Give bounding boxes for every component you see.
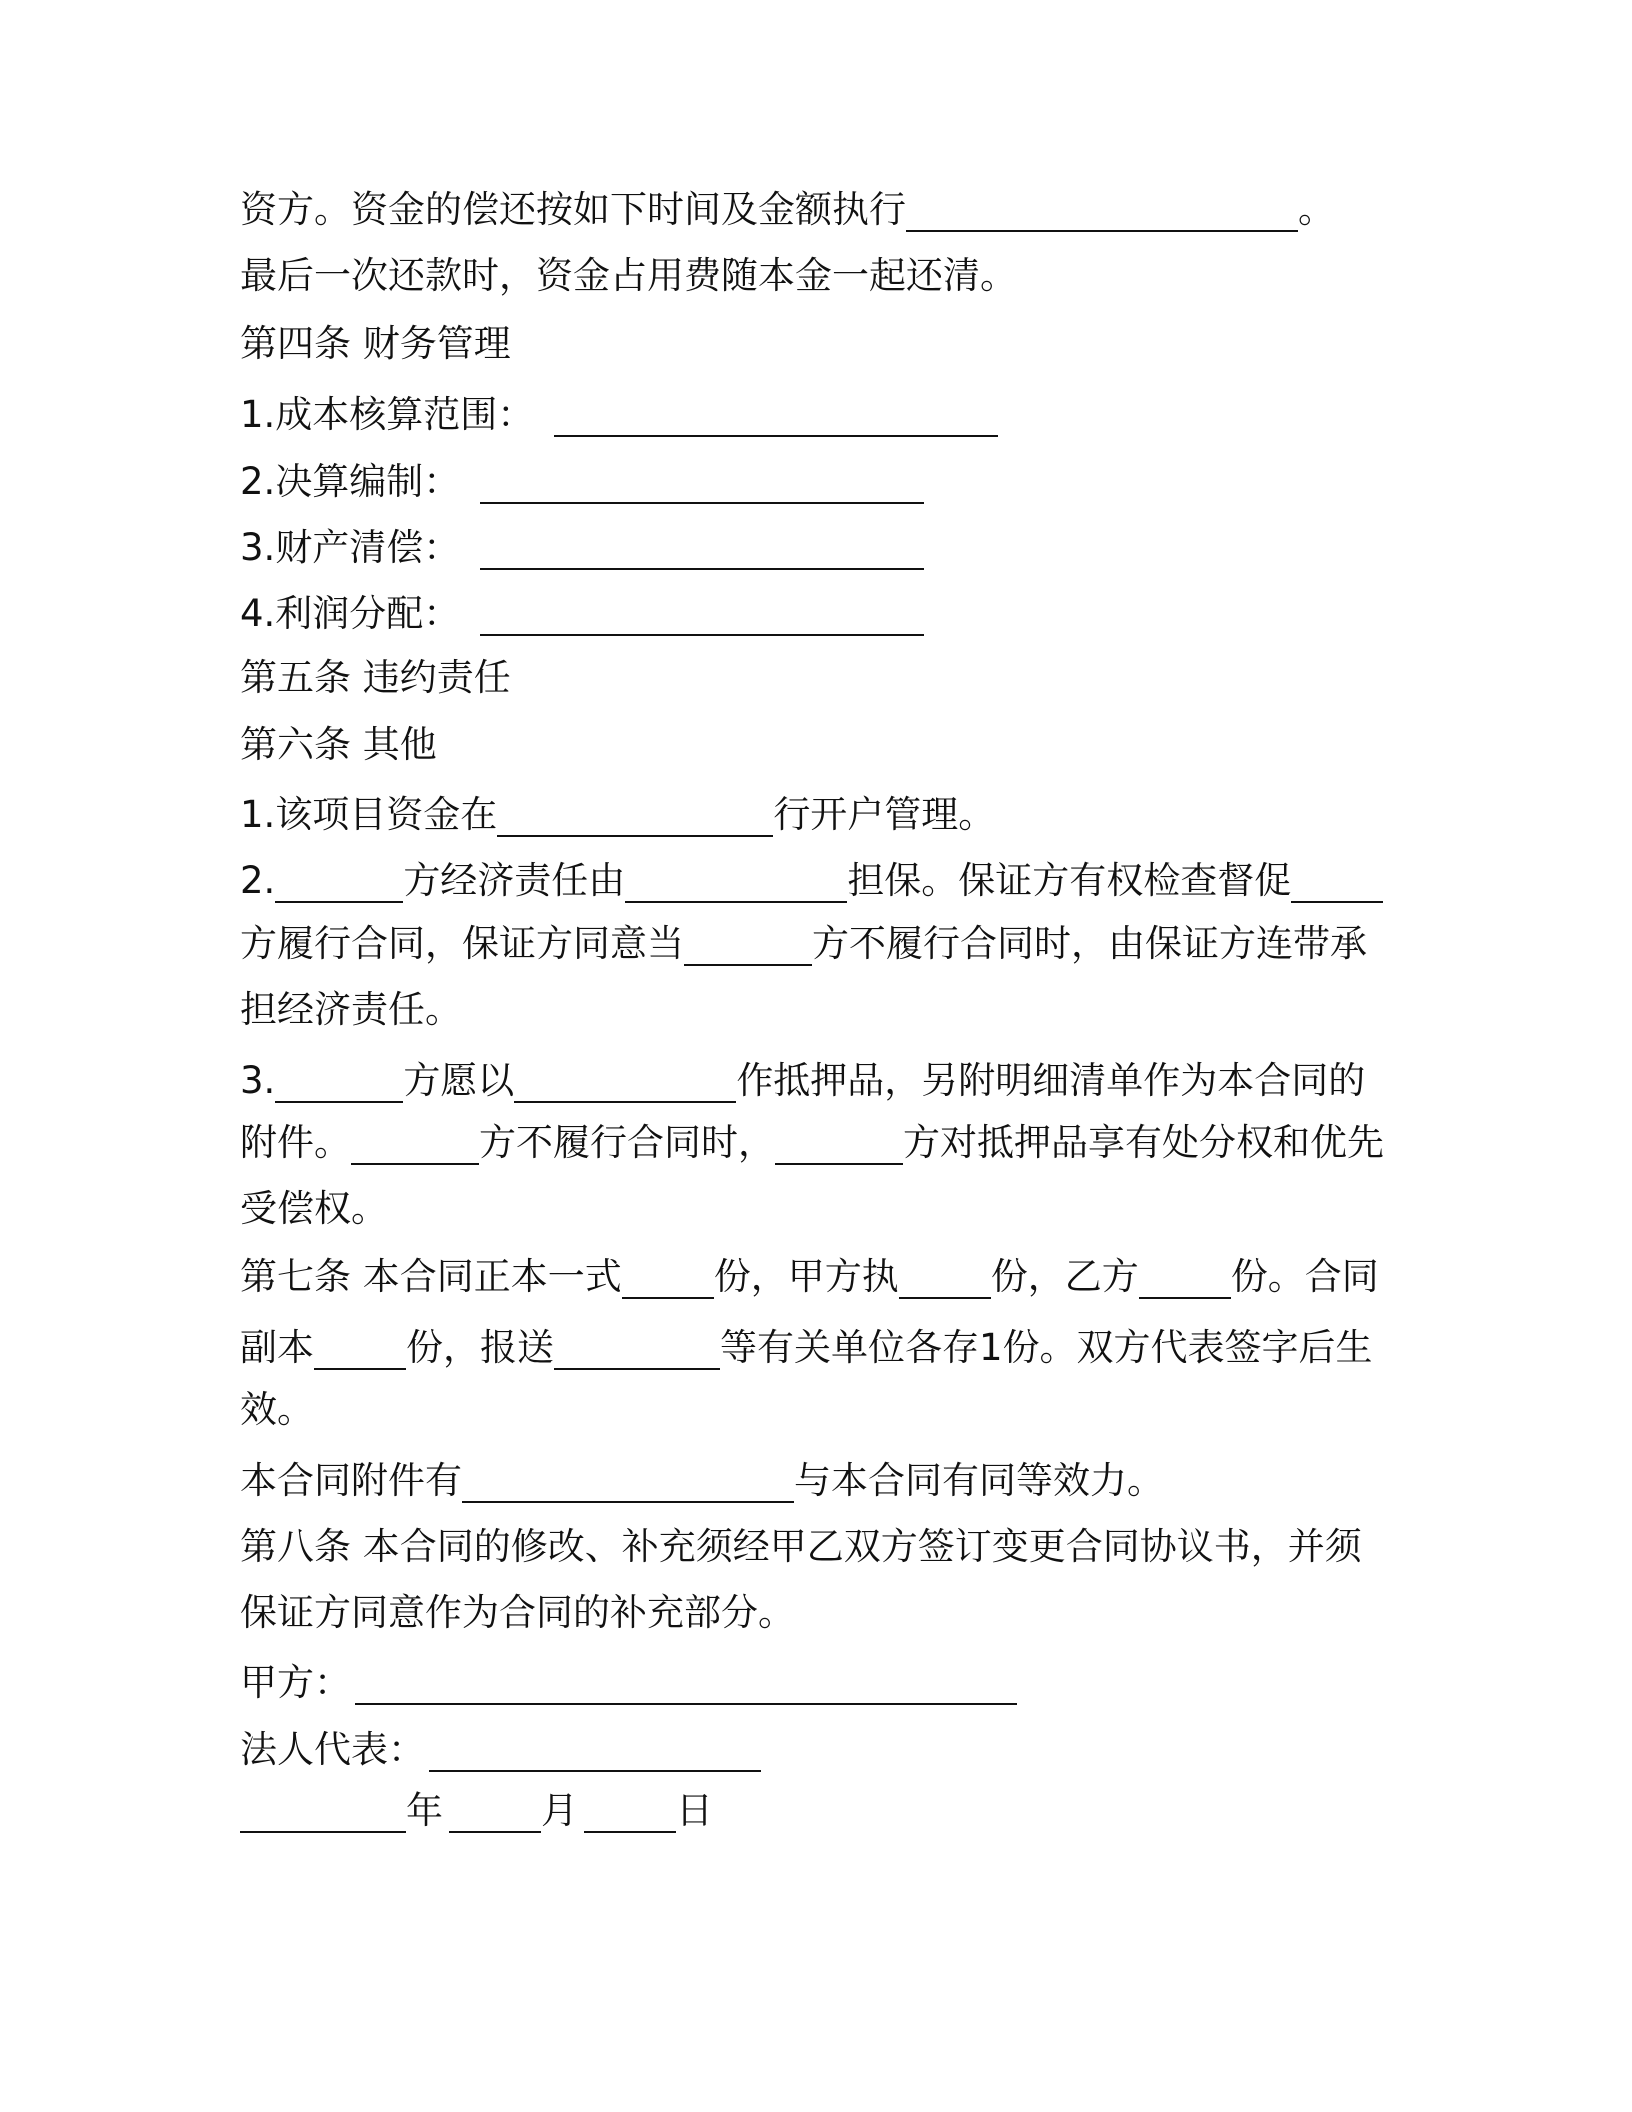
article-8-line-1 <box>240 1525 1362 1569</box>
other-item-3-line-3 <box>240 1187 388 1231</box>
day-label: 日 <box>676 1789 713 1832</box>
party-a-signature-blank[interactable] <box>355 1669 1017 1705</box>
finance-item-3-label: 3.财产清偿： <box>240 526 461 569</box>
other-item-3-mid2: 作抵押品，另附明细清单作为本合同的 <box>736 1059 1366 1102</box>
article-8-line-2 <box>240 1591 795 1635</box>
other-item-2 <box>240 859 1383 903</box>
other-item-3c-text: 受偿权。 <box>240 1187 388 1230</box>
date-line <box>240 1789 713 1833</box>
other-item-2-mid1: 方经济责任由 <box>403 859 626 902</box>
article-6-heading <box>240 723 437 767</box>
pledge-party-blank[interactable] <box>275 1063 403 1103</box>
article-7-line-3 <box>240 1388 314 1432</box>
repayment-line <box>240 188 1335 232</box>
recipient-units-blank[interactable] <box>554 1330 720 1370</box>
finance-item-2-blank[interactable] <box>480 464 924 504</box>
other-item-2b-post: 方不履行合同时，由保证方连带承 <box>812 922 1367 965</box>
article-7-m1: 份，甲方执 <box>713 1255 899 1298</box>
article-7-line-1 <box>240 1255 1379 1299</box>
other-item-2b-pre: 方履行合同，保证方同意当 <box>240 922 684 965</box>
legal-rep-label: 法人代表： <box>240 1728 425 1771</box>
article-7c-text: 效。 <box>240 1388 314 1431</box>
article-6-text: 第六条 其他 <box>240 723 437 766</box>
finance-item-4-blank[interactable] <box>480 596 924 636</box>
article-7b-m2: 等有关单位各存1份。双方代表签字后生 <box>720 1326 1373 1369</box>
other-item-3b-post: 方对抵押品享有处分权和优先 <box>903 1121 1384 1164</box>
other-item-3-pre: 3. <box>240 1059 276 1102</box>
day-blank[interactable] <box>584 1793 676 1833</box>
repayment-blank[interactable] <box>906 192 1298 232</box>
repayment-end: 。 <box>1298 188 1335 231</box>
article-7b-m1: 份，报送 <box>406 1326 554 1369</box>
month-blank[interactable] <box>449 1793 541 1833</box>
other-item-3-mid1: 方愿以 <box>403 1059 515 1102</box>
party-a-copies-blank[interactable] <box>899 1259 991 1299</box>
party-a-line <box>240 1661 1017 1705</box>
article-8-text-2: 保证方同意作为合同的补充部分。 <box>240 1591 795 1634</box>
other-item-2-line-3 <box>240 988 462 1032</box>
article-7-m3: 份。合同 <box>1230 1255 1379 1298</box>
party-a-label: 甲方： <box>240 1661 351 1704</box>
attachments-line <box>240 1459 1164 1503</box>
other-item-2c-text: 担经济责任。 <box>240 988 462 1031</box>
other-item-2-pre: 2. <box>240 859 276 902</box>
guarantor-blank[interactable] <box>625 863 847 903</box>
other-item-3b-mid: 方不履行合同时， <box>479 1121 775 1164</box>
article-5-text: 第五条 违约责任 <box>240 656 511 699</box>
article-7b-pre: 副本 <box>240 1326 314 1369</box>
attachments-pre: 本合同附件有 <box>240 1459 462 1502</box>
article-7-pre: 第七条 本合同正本一式 <box>240 1255 622 1298</box>
default-party-blank[interactable] <box>684 926 812 966</box>
other-item-2-mid2: 担保。保证方有权检查督促 <box>847 859 1292 902</box>
finance-item-1 <box>240 393 998 437</box>
other-item-1-pre: 1.该项目资金在 <box>240 793 498 836</box>
attachments-post: 与本合同有同等效力。 <box>794 1459 1164 1502</box>
finance-item-2 <box>240 460 924 504</box>
other-item-1 <box>240 793 995 837</box>
other-item-3 <box>240 1059 1365 1103</box>
finance-item-4 <box>240 592 924 636</box>
duplicate-copies-blank[interactable] <box>314 1330 406 1370</box>
collateral-blank[interactable] <box>514 1063 736 1103</box>
finance-item-2-label: 2.决算编制： <box>240 460 461 503</box>
article-7-line-2 <box>240 1326 1373 1370</box>
attachments-blank[interactable] <box>462 1467 794 1503</box>
other-item-1-post: 行开户管理。 <box>773 793 996 836</box>
secured-party-blank[interactable] <box>775 1125 903 1165</box>
article-7-m2: 份，乙方 <box>990 1255 1139 1298</box>
article-5-heading <box>240 656 511 700</box>
finance-item-1-blank[interactable] <box>554 397 998 437</box>
article-4-text: 第四条 财务管理 <box>240 322 511 365</box>
other-item-3b-pre: 附件。 <box>240 1121 351 1164</box>
defaulting-party-blank[interactable] <box>351 1125 479 1165</box>
liable-party-blank[interactable] <box>275 863 403 903</box>
article-4-heading <box>240 322 511 366</box>
original-copies-blank[interactable] <box>622 1259 714 1299</box>
party-b-copies-blank[interactable] <box>1139 1259 1231 1299</box>
final-payment-text: 最后一次还款时，资金占用费随本金一起还清。 <box>240 254 1017 297</box>
year-label: 年 <box>406 1789 443 1832</box>
legal-rep-signature-blank[interactable] <box>429 1736 761 1772</box>
finance-item-3-blank[interactable] <box>480 530 924 570</box>
repayment-text: 资方。资金的偿还按如下时间及金额执行 <box>240 188 906 231</box>
article-8-text-1: 第八条 本合同的修改、补充须经甲乙双方签订变更合同协议书，并须 <box>240 1525 1362 1568</box>
year-blank[interactable] <box>240 1793 406 1833</box>
month-label: 月 <box>541 1789 578 1832</box>
finance-item-3 <box>240 526 924 570</box>
finance-item-4-label: 4.利润分配： <box>240 592 461 635</box>
final-payment-line <box>240 254 1017 298</box>
supervised-party-blank[interactable] <box>1291 863 1383 903</box>
finance-item-1-label: 1.成本核算范围： <box>240 393 535 436</box>
legal-rep-line <box>240 1728 761 1772</box>
other-item-2-line-2 <box>240 922 1367 966</box>
bank-blank[interactable] <box>497 797 773 837</box>
other-item-3-line-2 <box>240 1121 1384 1165</box>
